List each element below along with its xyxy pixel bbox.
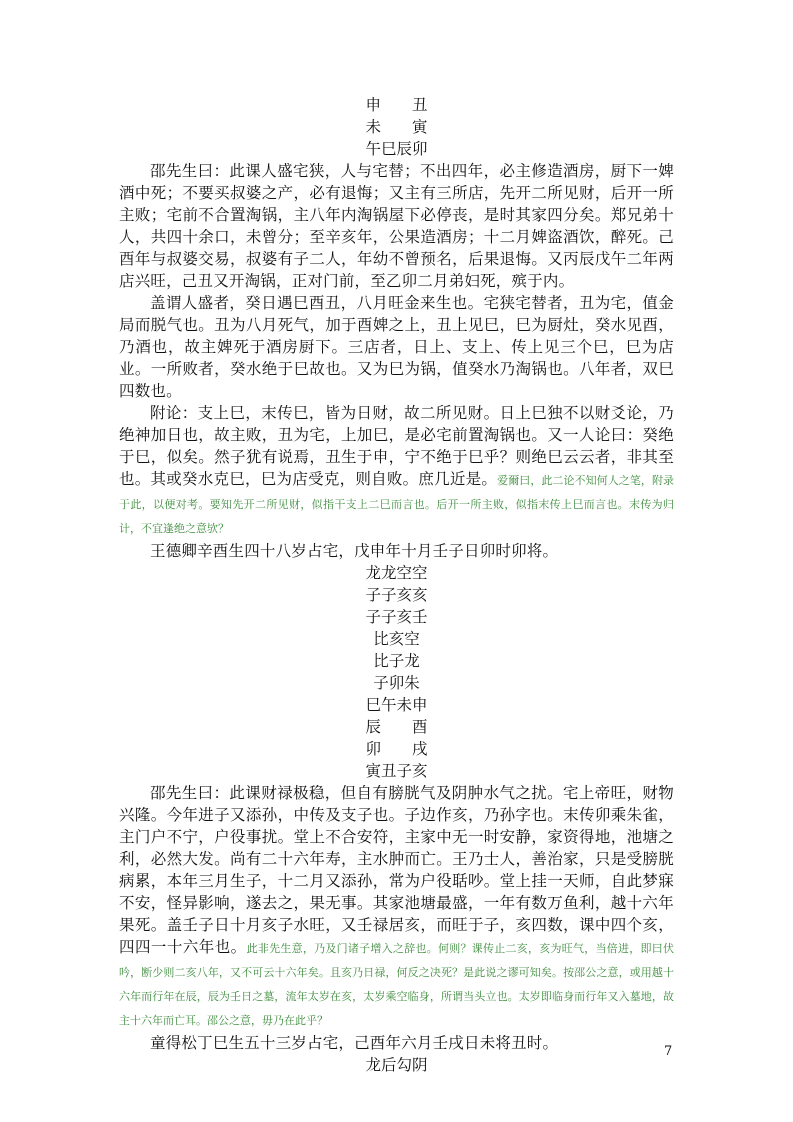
lesson-chart-line: 卯 戌 (365, 740, 428, 758)
lesson-chart-line: 子子亥壬 (365, 608, 428, 626)
commentary-note: 爱爾曰，此二论不知何人之笔，附录于此，以便对考。要知先开二所见财，似指干支上二巳而言也。后开一所主败，似指末传上巳而言也。末传为归计，不宜逢绝之意欤？ (119, 474, 674, 535)
paragraph-text: 邵先生曰：此课财禄极稳，但自有膀胱气及阴肿水气之扰。宅上帝旺，财物兴隆。今年进子又添孙，中传及支子也。子边作亥，乃孙字也。末传卯乘朱雀，主门户不宁，户役事扰。堂上不合安符，主家中无一时安静，家资得地，池塘之利，必然大发。尚有二十六年寿，主水肿而亡。王乃士人，善治家，只是受膀胱病累，本年三月生子，十二月又添孙，常为户役聒吵。堂上挂一天师，自此梦寐不安，怪异影响，遂去之，果无事。其家池塘最盛，一年有数万鱼利，越十六年果死。盖壬子日十月亥子水旺，又壬禄居亥，而旺于子，亥四数，课中四个亥，四四一十六年也。 (119, 784, 674, 956)
commentary-note: 此非先生意，乃及门诸子增入之辞也。何则？课传止二亥，亥为旺气，当倍进，即曰伏吟，断少则二亥八年，又不可云十六年矣。且亥乃日禄，何反之决死？是此说之谬可知矣。按邵公之意，或用越十六年而行年在辰，辰为壬日之墓，流年太岁在亥，太岁乘空临身，所谓当头立也。太岁即临身而行年又入墓地，故主十六年而亡耳。邵公之意，毋乃在此乎？ (119, 942, 675, 1027)
lesson-chart-line: 比子龙 (373, 652, 420, 670)
paragraph: 邵先生曰：此课人盛宅狭，人与宅替；不出四年，必主修造酒房，厨下一婢酒中死；不要买叔婆之产，必有退悔；又主有三所店，先开二所见财，后开一所主败；宅前不合置淘锅，主八年内淘锅屋下必停丧，是时其家四分矣。郑兄弟十人，共四十余口，未曾分；至辛亥年，公果造酒房；十二月婢盗酒饮，醉死。己酉年与叔婆交易，叔婆有子二人，年幼不曾预名，后果退悔。又丙辰戊午二年两店兴旺，己丑又开淘锅，正对门前，至乙卯二月弟妇死，殡于内。 (119, 162, 674, 290)
lesson-chart-line: 龙龙空空 (365, 564, 428, 582)
lesson-chart-line: 辰 酉 (365, 718, 428, 736)
lesson-chart-line: 子卯朱 (373, 674, 420, 692)
paragraph: 王德卿辛酉生四十八岁占宅，戊申年十月壬子日卯时卯将。 (150, 542, 559, 560)
lesson-chart-line: 申 丑 (365, 96, 428, 114)
lesson-chart-line: 巳午未申 (365, 696, 428, 714)
paragraph (119, 782, 674, 1032)
page-body (119, 94, 674, 1076)
lesson-chart-line: 比亥空 (373, 630, 420, 648)
paragraph: 盖谓人盛者，癸日遇巳酉丑，八月旺金来生也。宅狭宅替者，丑为宅，值金局而脱气也。丑为八月死气，加于酉婢之上，丑上见巳，巳为厨灶，癸水见酉，乃酒也，故主婢死于酒房厨下。三店者，日上、支上、传上见三个巳，巳为店业。一所败者，癸水绝于巳故也。又为巳为锅，值癸水乃淘锅也。八年者，双巳四数也。 (119, 294, 674, 400)
paragraph-text: 附论：支上巳，末传巳，皆为日财，故二所见财。日上巳独不以财爻论，乃绝神加日也，故主败，丑为宅，上加巳，是必宅前置淘锅也。又一人论曰：癸绝于巳，似矣。然子犹有说焉，丑生于申，宁不绝于巳乎？则绝巳云云者，非其至也。其或癸水克巳，巳为店受克，则自败。庶几近是。 (119, 404, 674, 488)
lesson-chart-line: 寅丑子亥 (365, 762, 428, 780)
lesson-chart-line: 子子亥亥 (365, 586, 428, 604)
lesson-chart-line: 龙后勾阴 (365, 1056, 428, 1074)
paragraph: 童得松丁巳生五十三岁占宅，己酉年六月壬戌日未将丑时。 (150, 1034, 559, 1052)
paragraph (119, 402, 674, 540)
lesson-chart-line: 未 寅 (365, 118, 428, 136)
lesson-chart-line: 午巳辰卯 (365, 140, 428, 158)
page-number: 7 (664, 1044, 673, 1059)
